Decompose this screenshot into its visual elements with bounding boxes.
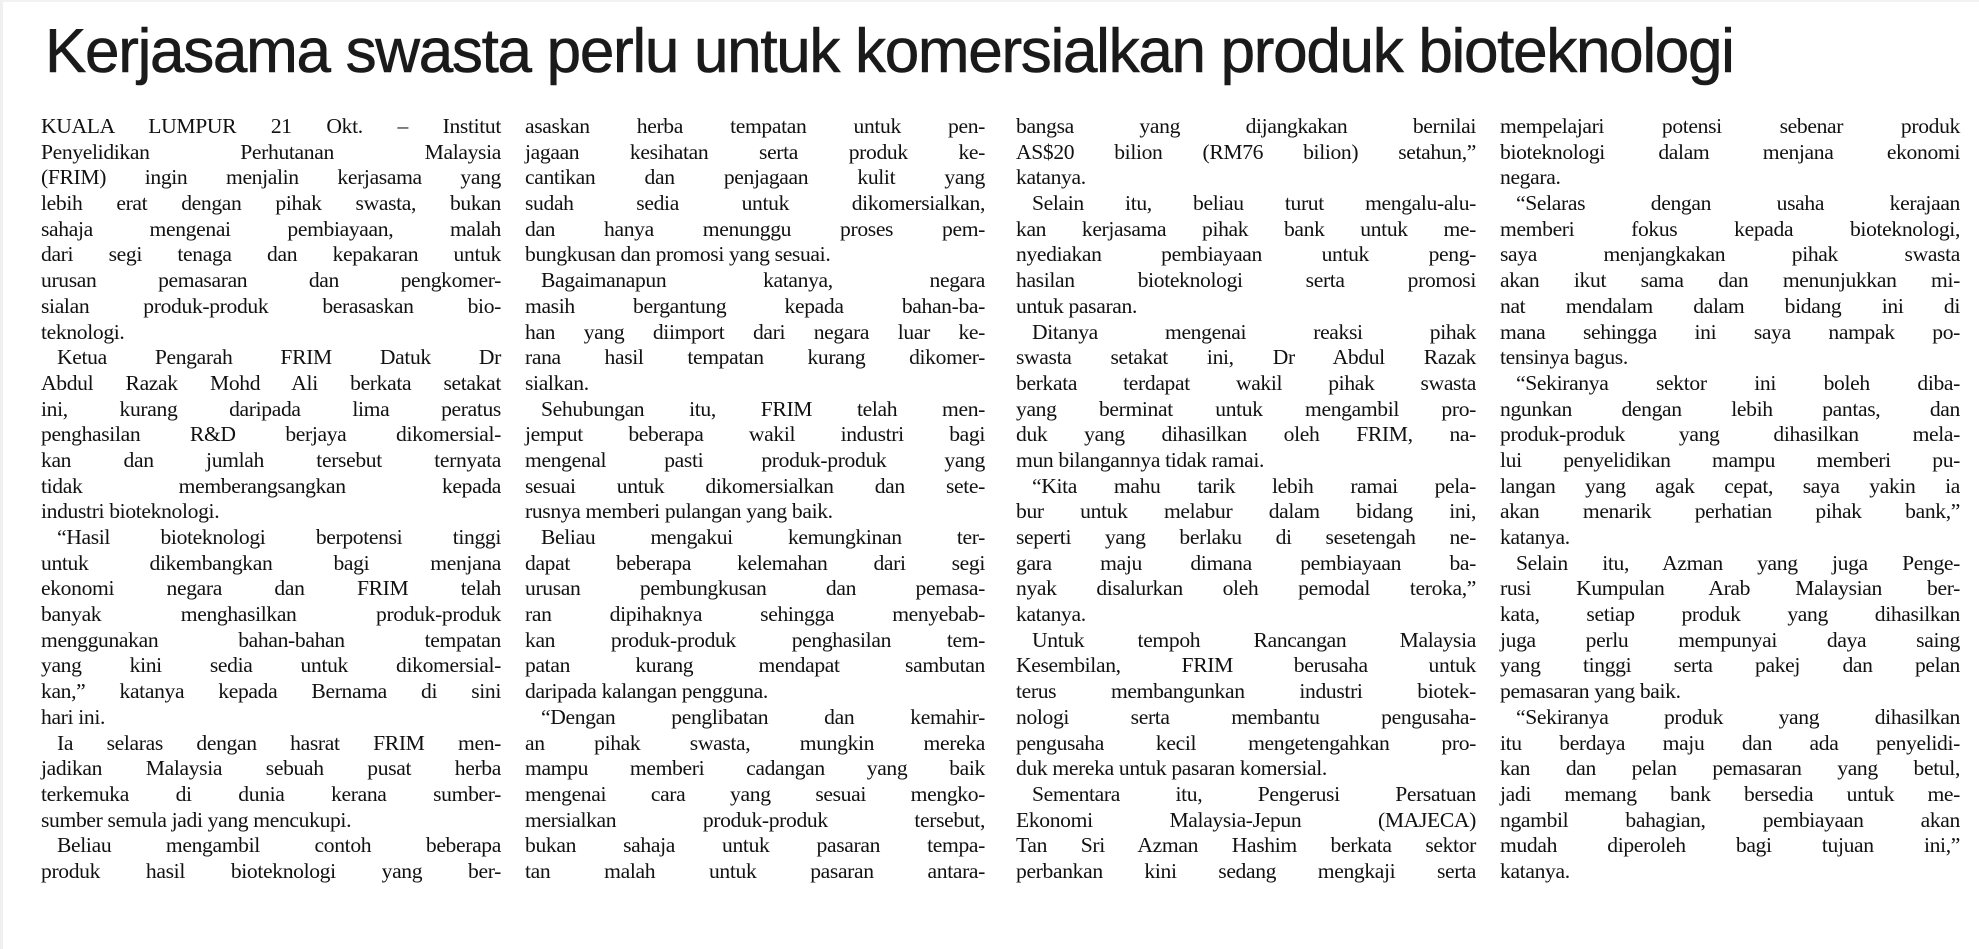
text-line: (FRIM) ingin menjalin kerjasama yang	[41, 165, 501, 190]
text-line: Ia selaras dengan hasrat FRIM men-	[57, 730, 501, 755]
text-line: seperti yang berlaku di sesetengah ne-	[1016, 525, 1476, 549]
text-line: Ketua Pengarah FRIM Datuk Dr	[57, 345, 501, 370]
text-line: dan hanya menunggu proses pem-	[525, 216, 985, 241]
text-line: AS$20 bilion (RM76 bilion) setahun,”	[1016, 139, 1476, 164]
text-line: urusan pembungkusan dan pemasa-	[525, 576, 985, 601]
text-line: Kesembilan, FRIM berusaha untuk	[1016, 653, 1476, 678]
text-line: swasta setakat ini, Dr Abdul Razak	[1016, 345, 1476, 370]
text-line: teknologi.	[41, 319, 125, 344]
headline: Kerjasama swasta perlu untuk komersialkan produk bioteknologi	[45, 17, 1734, 86]
text-line: gara maju dimana pembiayaan ba-	[1016, 550, 1476, 575]
text-line: nologi serta membantu pengusaha-	[1016, 704, 1476, 729]
text-line: nat mendalam dalam bidang ini di	[1500, 293, 1960, 318]
text-line: mengenal pasti produk-produk yang	[525, 447, 985, 472]
text-line: rusi Kumpulan Arab Malaysian ber-	[1500, 576, 1960, 601]
text-line: ini, kurang daripada lima peratus	[41, 396, 501, 421]
text-line: hasilan bioteknologi serta promosi	[1016, 268, 1476, 293]
text-line: akan ikut sama dan menunjukkan mi-	[1500, 268, 1960, 293]
text-line: Selain itu, beliau turut mengalu-alu-	[1032, 191, 1476, 216]
text-line: kan dan pelan pemasaran yang betul,	[1500, 756, 1960, 781]
text-line: negara.	[1500, 165, 1561, 190]
text-line: yang kini sedia untuk dikomersial-	[41, 653, 501, 678]
text-line: untuk pasaran.	[1016, 293, 1138, 318]
text-line: tan malah untuk pasaran antara-	[525, 858, 985, 883]
text-line: tensinya bagus.	[1500, 345, 1628, 370]
text-line: daripada kalangan pengguna.	[525, 679, 768, 704]
text-line: kan dan jumlah tersebut ternyata	[41, 447, 501, 472]
text-line: berkata terdapat wakil pihak swasta	[1016, 370, 1476, 395]
text-line: tidak memberangsangkan kepada	[41, 473, 501, 498]
text-line: ngunkan dengan lebih pantas, dan	[1500, 396, 1960, 421]
text-line: Beliau mengambil contoh beberapa	[57, 833, 501, 858]
text-line: masih bergantung kepada bahan-ba-	[525, 293, 985, 318]
text-line: “Sekiranya sektor ini boleh diba-	[1516, 370, 1960, 395]
text-line: mun bilangannya tidak ramai.	[1016, 447, 1265, 472]
text-line: sumber semula jadi yang mencukupi.	[41, 807, 352, 832]
text-line: Ekonomi Malaysia-Jepun (MAJECA)	[1016, 807, 1476, 832]
text-line: jemput beberapa wakil industri bagi	[525, 422, 985, 447]
text-line: katanya.	[1500, 858, 1570, 883]
text-line: “Sekiranya produk yang dihasilkan	[1516, 704, 1960, 729]
text-line: an pihak swasta, mungkin mereka	[525, 730, 985, 755]
text-line: terus membangunkan industri biotek-	[1016, 679, 1476, 704]
text-line: Selain itu, Azman yang juga Penge-	[1516, 550, 1960, 575]
text-line: bukan sahaja untuk pasaran tempa-	[525, 833, 985, 858]
text-line: bangsa yang dijangkakan bernilai	[1016, 114, 1476, 138]
text-line: rusnya memberi pulangan yang baik.	[525, 499, 833, 524]
text-line: Sementara itu, Pengerusi Persatuan	[1032, 781, 1476, 806]
text-line: katanya.	[1500, 525, 1570, 549]
text-line: katanya.	[1016, 165, 1086, 190]
text-line: kan,” katanya kepada Bernama di sini	[41, 679, 501, 704]
text-line: patan kurang mendapat sambutan	[525, 653, 985, 678]
text-line: mampu memberi cadangan yang baik	[525, 756, 985, 781]
text-line: sesuai untuk dikomersialkan dan sete-	[525, 473, 985, 498]
article-column-3	[1016, 114, 1476, 885]
text-line: “Kita mahu tarik lebih ramai pela-	[1032, 473, 1476, 498]
text-line: produk-produk yang dihasilkan mela-	[1500, 422, 1960, 447]
article-column-1	[41, 114, 501, 885]
text-line: “Dengan penglibatan dan kemahir-	[541, 704, 985, 729]
text-line: sudah sedia untuk dikomersialkan,	[525, 191, 985, 216]
text-line: cantikan dan penjagaan kulit yang	[525, 165, 985, 190]
text-line: bungkusan dan promosi yang sesuai.	[525, 242, 831, 267]
text-line: Abdul Razak Mohd Ali berkata setakat	[41, 370, 501, 395]
text-line: jagaan kesihatan serta produk ke-	[525, 139, 985, 164]
text-line: nyediakan pembiayaan untuk peng-	[1016, 242, 1476, 267]
text-line: dapat beberapa kelemahan dari segi	[525, 550, 985, 575]
article-column-2	[525, 114, 985, 885]
text-line: urusan pemasaran dan pengkomer-	[41, 268, 501, 293]
text-line: langan yang agak cepat, saya yakin ia	[1500, 473, 1960, 498]
text-line: bioteknologi dalam menjana ekonomi	[1500, 139, 1960, 164]
text-line: produk hasil bioteknologi yang ber-	[41, 858, 501, 883]
text-line: kan produk-produk penghasilan tem-	[525, 627, 985, 652]
text-line: mempelajari potensi sebenar produk	[1500, 114, 1960, 138]
text-line: “Hasil bioteknologi berpotensi tinggi	[57, 525, 501, 549]
text-line: KUALA LUMPUR 21 Okt. – Institut	[41, 114, 501, 138]
text-line: sialkan.	[525, 370, 589, 395]
text-line: Ditanya mengenai reaksi pihak	[1032, 319, 1476, 344]
text-line: kata, setiap produk yang dihasilkan	[1500, 602, 1960, 627]
text-line: “Selaras dengan usaha kerajaan	[1516, 191, 1960, 216]
text-line: juga perlu mempunyai daya saing	[1500, 627, 1960, 652]
text-line: duk mereka untuk pasaran komersial.	[1016, 756, 1327, 781]
text-line: han yang diimport dari negara luar ke-	[525, 319, 985, 344]
text-line: hari ini.	[41, 704, 106, 729]
text-line: ngambil bahagian, pembiayaan akan	[1500, 807, 1960, 832]
text-line: pengusaha kecil mengetengahkan pro-	[1016, 730, 1476, 755]
text-line: pemasaran yang baik.	[1500, 679, 1681, 704]
text-line: lebih erat dengan pihak swasta, bukan	[41, 191, 501, 216]
text-line: ekonomi negara dan FRIM telah	[41, 576, 501, 601]
text-line: penghasilan R&D berjaya dikomersial-	[41, 422, 501, 447]
text-line: Tan Sri Azman Hashim berkata sektor	[1016, 833, 1476, 858]
text-line: yang berminat untuk mengambil pro-	[1016, 396, 1476, 421]
text-line: sahaja mengenai pembiayaan, malah	[41, 216, 501, 241]
text-line: mengenai cara yang sesuai mengko-	[525, 781, 985, 806]
text-line: yang tinggi serta pakej dan pelan	[1500, 653, 1960, 678]
text-line: Untuk tempoh Rancangan Malaysia	[1032, 627, 1476, 652]
text-line: mudah diperoleh bagi tujuan ini,”	[1500, 833, 1960, 858]
text-line: perbankan kini sedang mengkaji serta	[1016, 858, 1476, 883]
article-column-4	[1500, 114, 1960, 885]
text-line: nyak disalurkan oleh pemodal teroka,”	[1016, 576, 1476, 601]
text-line: jadi memang bank bersedia untuk me-	[1500, 781, 1960, 806]
text-line: banyak menghasilkan produk-produk	[41, 602, 501, 627]
text-line: itu berdaya maju dan ada penyelidi-	[1500, 730, 1960, 755]
text-line: rana hasil tempatan kurang dikomer-	[525, 345, 985, 370]
text-line: mersialkan produk-produk tersebut,	[525, 807, 985, 832]
text-line: untuk dikembangkan bagi menjana	[41, 550, 501, 575]
text-line: terkemuka di dunia kerana sumber-	[41, 781, 501, 806]
text-line: asaskan herba tempatan untuk pen-	[525, 114, 985, 138]
text-line: Beliau mengakui kemungkinan ter-	[541, 525, 985, 549]
text-line: Sehubungan itu, FRIM telah men-	[541, 396, 985, 421]
text-line: Penyelidikan Perhutanan Malaysia	[41, 139, 501, 164]
text-line: industri bioteknologi.	[41, 499, 220, 524]
text-line: kan kerjasama pihak bank untuk me-	[1016, 216, 1476, 241]
text-line: akan menarik perhatian pihak bank,”	[1500, 499, 1960, 524]
text-line: dari segi tenaga dan kepakaran untuk	[41, 242, 501, 267]
text-line: jadikan Malaysia sebuah pusat herba	[41, 756, 501, 781]
text-line: lui penyelidikan mampu memberi pu-	[1500, 447, 1960, 472]
text-line: saya menjangkakan pihak swasta	[1500, 242, 1960, 267]
text-line: duk yang dihasilkan oleh FRIM, na-	[1016, 422, 1476, 447]
text-line: menggunakan bahan-bahan tempatan	[41, 627, 501, 652]
text-line: bur untuk melabur dalam bidang ini,	[1016, 499, 1476, 524]
text-line: katanya.	[1016, 602, 1086, 627]
text-line: Bagaimanapun katanya, negara	[541, 268, 985, 293]
text-line: sialan produk-produk berasaskan bio-	[41, 293, 501, 318]
text-line: mana sehingga ini saya nampak po-	[1500, 319, 1960, 344]
text-line: ran dipihaknya sehingga menyebab-	[525, 602, 985, 627]
text-line: memberi fokus kepada bioteknologi,	[1500, 216, 1960, 241]
